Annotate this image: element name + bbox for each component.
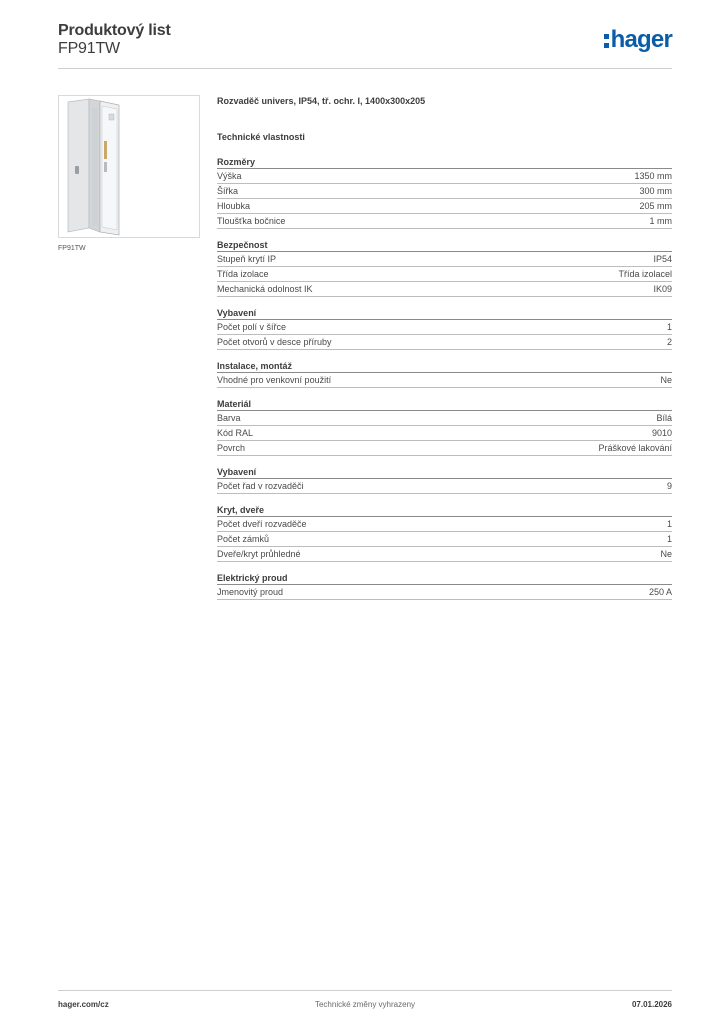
spec-section bbox=[217, 504, 672, 562]
spec-row bbox=[217, 532, 672, 547]
spec-label: Počet otvorů v desce příruby bbox=[217, 337, 332, 347]
spec-sections bbox=[217, 156, 672, 600]
spec-label: Barva bbox=[217, 413, 241, 423]
spec-label: Dveře/kryt průhledné bbox=[217, 549, 301, 559]
section-heading: Elektrický proud bbox=[217, 572, 672, 585]
spec-row bbox=[217, 169, 672, 184]
spec-row bbox=[217, 479, 672, 494]
spec-label: Počet řad v rozvaděči bbox=[217, 481, 304, 491]
spec-row bbox=[217, 441, 672, 456]
spec-section bbox=[217, 156, 672, 229]
footer-date: 07.01.2026 bbox=[631, 1000, 672, 1009]
product-description: Rozvaděč univers, IP54, tř. ochr. I, 1400x300x205 bbox=[217, 96, 426, 106]
spec-row bbox=[217, 547, 672, 562]
spec-value: 9 bbox=[666, 481, 672, 491]
spec-label: Tloušťka bočnice bbox=[217, 216, 286, 226]
spec-label: Třída izolace bbox=[217, 269, 269, 279]
spec-row bbox=[217, 282, 672, 297]
product-code: FP91TW bbox=[58, 40, 120, 57]
product-details bbox=[217, 96, 672, 610]
spec-row bbox=[217, 426, 672, 441]
product-image bbox=[58, 95, 200, 238]
spec-row bbox=[217, 214, 672, 229]
spec-value: Třída izolacel bbox=[618, 269, 672, 279]
spec-value: 1 mm bbox=[649, 216, 672, 226]
logo-text: hager bbox=[610, 26, 672, 53]
spec-value: 2 bbox=[666, 337, 672, 347]
spec-row bbox=[217, 252, 672, 267]
spec-section bbox=[217, 360, 672, 388]
spec-value: 1350 mm bbox=[634, 171, 672, 181]
spec-row bbox=[217, 335, 672, 350]
section-heading: Vybavení bbox=[217, 466, 672, 479]
section-heading: Instalace, montáž bbox=[217, 360, 672, 373]
spec-value: 9010 bbox=[651, 428, 672, 438]
spec-row bbox=[217, 320, 672, 335]
image-caption: FP91TW bbox=[58, 245, 86, 252]
spec-value: 1 bbox=[666, 322, 672, 332]
spec-section bbox=[217, 398, 672, 456]
spec-value: 250 A bbox=[648, 587, 672, 597]
spec-value: Ne bbox=[660, 375, 672, 385]
technical-properties-heading: Technické vlastnosti bbox=[217, 132, 305, 142]
spec-section bbox=[217, 239, 672, 297]
spec-row bbox=[217, 199, 672, 214]
section-heading: Kryt, dveře bbox=[217, 504, 672, 517]
spec-label: Mechanická odolnost IK bbox=[217, 284, 313, 294]
spec-row bbox=[217, 411, 672, 426]
footer-divider bbox=[58, 990, 672, 991]
spec-value: IK09 bbox=[653, 284, 672, 294]
page-title: Produktový list bbox=[58, 22, 171, 39]
header-divider bbox=[58, 68, 672, 69]
spec-section bbox=[217, 572, 672, 600]
section-heading: Materiál bbox=[217, 398, 672, 411]
footer-website: hager.com/cz bbox=[58, 1000, 109, 1009]
spec-label: Počet zámků bbox=[217, 534, 270, 544]
spec-value: 300 mm bbox=[639, 186, 672, 196]
spec-row bbox=[217, 184, 672, 199]
page-footer bbox=[58, 994, 672, 1008]
spec-label: Stupeň krytí IP bbox=[217, 254, 277, 264]
spec-label: Jmenovitý proud bbox=[217, 587, 284, 597]
section-heading: Rozměry bbox=[217, 156, 672, 169]
page-header bbox=[58, 20, 672, 70]
spec-value: Bílá bbox=[656, 413, 672, 423]
spec-label: Počet dveří rozvaděče bbox=[217, 519, 307, 529]
spec-label: Vhodné pro venkovní použití bbox=[217, 375, 332, 385]
spec-row bbox=[217, 373, 672, 388]
spec-section bbox=[217, 307, 672, 350]
logo-colon-icon bbox=[604, 34, 609, 48]
spec-label: Počet polí v šířce bbox=[217, 322, 287, 332]
spec-row bbox=[217, 585, 672, 600]
spec-label: Šířka bbox=[217, 186, 239, 196]
spec-label: Výška bbox=[217, 171, 242, 181]
spec-label: Hloubka bbox=[217, 201, 251, 211]
spec-section bbox=[217, 466, 672, 494]
spec-value: 1 bbox=[666, 534, 672, 544]
spec-value: 1 bbox=[666, 519, 672, 529]
section-heading: Vybavení bbox=[217, 307, 672, 320]
spec-value: Ne bbox=[660, 549, 672, 559]
footer-disclaimer: Technické změny vyhrazeny bbox=[314, 1000, 416, 1009]
spec-row bbox=[217, 517, 672, 532]
spec-label: Povrch bbox=[217, 443, 246, 453]
hager-logo bbox=[604, 26, 672, 54]
section-heading: Bezpečnost bbox=[217, 239, 672, 252]
spec-value: Práškové lakování bbox=[598, 443, 672, 453]
spec-value: 205 mm bbox=[639, 201, 672, 211]
cabinet-illustration bbox=[59, 96, 199, 237]
spec-value: IP54 bbox=[653, 254, 672, 264]
spec-row bbox=[217, 267, 672, 282]
spec-label: Kód RAL bbox=[217, 428, 254, 438]
